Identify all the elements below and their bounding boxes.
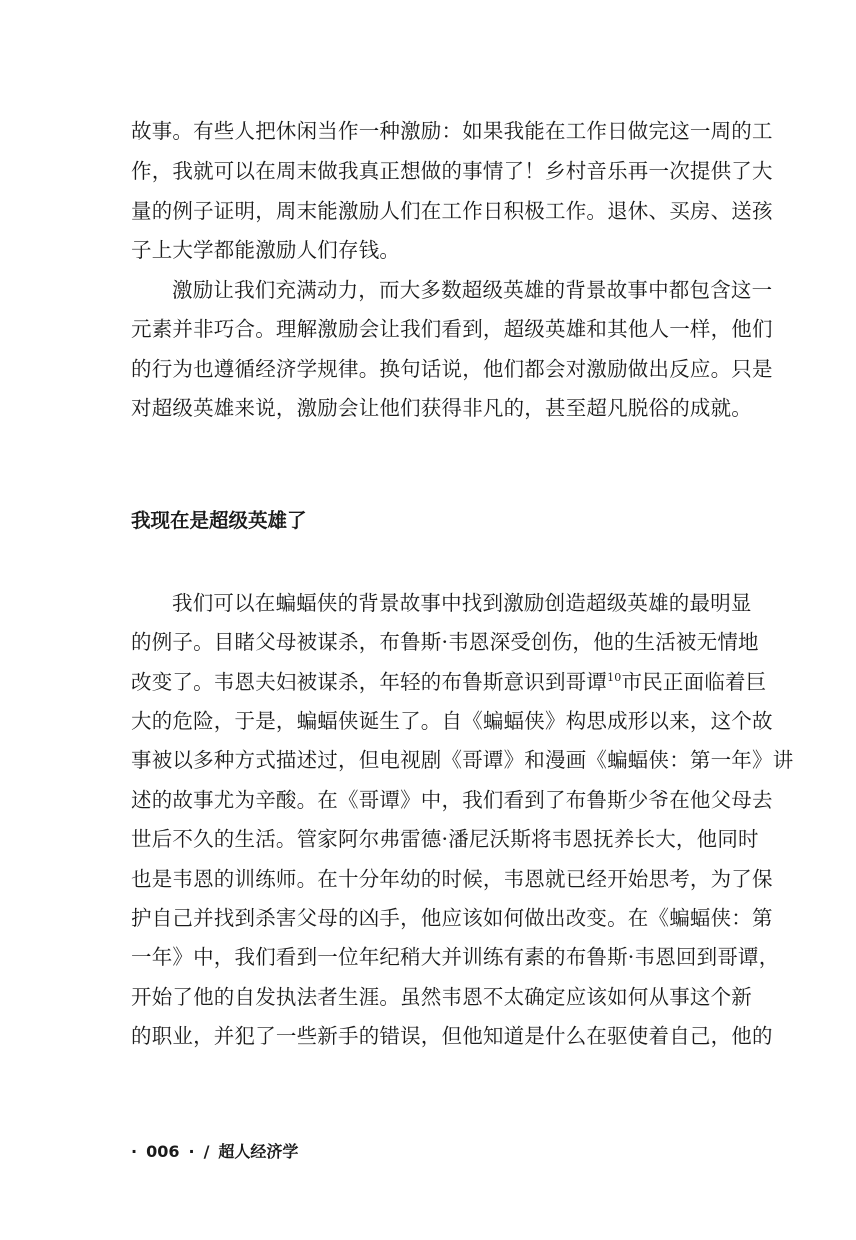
body-text-line: 大的危险，于是，蝙蝠侠诞生了。自《蝙蝠侠》构思成形以来，这个故 [131,709,773,733]
body-text-line: 作，我就可以在周末做我真正想做的事情了！乡村音乐再一次提供了大 [131,159,773,183]
body-text-line: 故事。有些人把休闲当作一种激励：如果我能在工作日做完这一周的工 [131,119,773,143]
footer-bullet: · [131,1142,138,1161]
footer-separator: / [203,1142,210,1161]
body-text-segment: 市民正面临着巨 [621,670,767,694]
body-text-segment: 改变了。韦恩夫妇被谋杀，年轻的布鲁斯意识到哥谭 [131,670,608,694]
body-text-line: 护自己并找到杀害父母的凶手，他应该如何做出改变。在《蝙蝠侠：第 [131,906,773,930]
body-text-line: 量的例子证明，周末能激励人们在工作日积极工作。退休、买房、送孩 [131,199,773,223]
body-text-line: 元素并非巧合。理解激励会让我们看到，超级英雄和其他人一样，他们 [131,317,773,341]
body-text-line: 的例子。目睹父母被谋杀，布鲁斯·韦恩深受创伤，他的生活被无情地 [131,630,759,654]
body-text-line: 述的故事尤为辛酸。在《哥谭》中，我们看到了布鲁斯少爷在他父母去 [131,788,773,812]
body-text-line: 世后不久的生活。管家阿尔弗雷德·潘尼沃斯将韦恩抚养长大，他同时 [131,827,759,851]
page-footer [131,1140,298,1164]
body-text-line: 一年》中，我们看到一位年纪稍大并训练有素的布鲁斯·韦恩回到哥谭， [131,945,780,969]
body-text-line: 开始了他的自发执法者生涯。虽然韦恩不太确定应该如何从事这个新 [131,985,752,1009]
footer-bullet: · [188,1142,195,1161]
body-text-line: 事被以多种方式描述过，但电视剧《哥谭》和漫画《蝙蝠侠：第一年》讲 [131,748,794,772]
body-text-line [131,664,766,700]
section-heading: 我现在是超级英雄了 [131,509,307,532]
book-title: 超人经济学 [218,1142,299,1161]
body-text-line: 的职业，并犯了一些新手的错误，但他知道是什么在驱使着自己，他的 [131,1024,773,1048]
body-text-line: 激励让我们充满动力，而大多数超级英雄的背景故事中都包含这一 [172,278,773,302]
body-text-line: 也是韦恩的训练师。在十分年幼的时候，韦恩就已经开始思考，为了保 [131,867,773,891]
body-text-line: 的行为也遵循经济学规律。换句话说，他们都会对激励做出反应。只是 [131,357,773,381]
page-number: 006 [146,1142,180,1161]
body-text-line: 对超级英雄来说，激励会让他们获得非凡的，甚至超凡脱俗的成就。 [131,396,752,420]
body-text-line: 子上大学都能激励人们存钱。 [131,238,401,262]
body-text-line: 我们可以在蝙蝠侠的背景故事中找到激励创造超级英雄的最明显 [172,591,752,615]
footnote-marker: 10 [607,671,622,684]
